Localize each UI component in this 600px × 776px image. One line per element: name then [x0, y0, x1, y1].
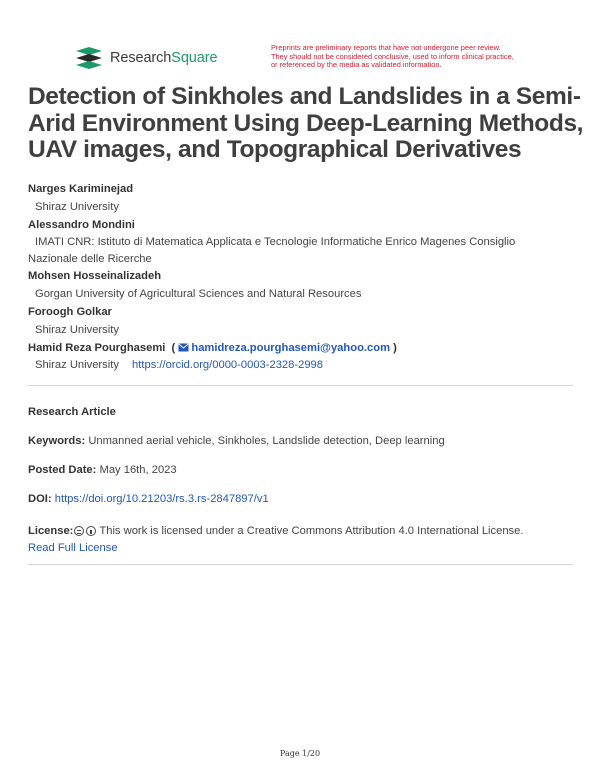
cc-icons — [74, 526, 96, 536]
disclaimer-line: They should not be considered conclusive, used to inform clinical practice, — [271, 51, 514, 61]
disclaimer-line: or referenced by the media as validated information. — [271, 60, 442, 70]
author-affiliation: Gorgan University of Agricultural Sciences and Natural Resources — [35, 288, 362, 301]
keywords — [28, 435, 578, 447]
author-list — [28, 181, 576, 375]
read-full-license-link[interactable]: Read Full License — [28, 542, 118, 554]
logo-research: Research — [110, 50, 172, 66]
license-label: License: — [28, 525, 74, 537]
doi-link[interactable]: https://doi.org/10.21203/rs.3.rs-2847897/v1 — [54, 493, 269, 505]
author-name: Narges Kariminejad — [28, 183, 134, 195]
orcid-link[interactable]: https://orcid.org/0000-0003-2328-2998 — [132, 359, 323, 372]
divider — [28, 385, 573, 386]
disclaimer-line: Preprints are preliminary reports that have not undergone peer review. — [271, 43, 501, 52]
paper-title — [28, 83, 584, 164]
cc-by-icon — [86, 526, 96, 536]
logo-square: Square — [171, 50, 218, 66]
author-affiliation: IMATI CNR: Istituto di Matematica Applicata e Tecnologie Informatiche Enrico Magenes Consiglio — [35, 236, 516, 249]
author-name: Mohsen Hosseinalizadeh — [28, 270, 162, 283]
author-name: Hamid Reza Pourghasemi — [28, 341, 166, 354]
paren-close: ) — [393, 341, 397, 354]
corresponding-author — [28, 340, 576, 358]
author-affiliation: Shiraz University — [35, 200, 119, 213]
license — [28, 523, 578, 557]
author-name: Alessandro Mondini — [28, 218, 135, 231]
email-text: hamidreza.pourghasemi@yahoo.com — [191, 341, 391, 354]
article-type-text: Research Article — [28, 406, 116, 418]
posted-label: Posted Date: — [28, 464, 97, 476]
author-affiliation: Shiraz University — [35, 323, 119, 336]
divider — [28, 564, 573, 565]
title-line: Detection of Sinkholes and Landslides in a Semi- — [28, 83, 581, 110]
author-affiliation: Shiraz University — [35, 359, 119, 372]
cc-nd-icon — [74, 526, 84, 536]
page-number: Page 1/20 — [279, 749, 321, 758]
envelope-icon — [178, 343, 189, 352]
author-affiliation-cont: Nazionale delle Ricerche — [28, 253, 152, 266]
preprint-disclaimer — [271, 44, 561, 70]
research-square-logo-icon — [74, 46, 104, 70]
research-square-logo[interactable] — [74, 46, 217, 70]
logo-text — [110, 50, 217, 66]
keywords-value: Unmanned aerial vehicle, Sinkholes, Landslide detection, Deep learning — [88, 435, 445, 447]
posted-date — [28, 464, 578, 476]
author-affiliation-row — [28, 357, 576, 375]
doi — [28, 493, 578, 505]
license-text: This work is licensed under a Creative Commons Attribution 4.0 International License. — [99, 525, 524, 537]
title-line: Arid Environment Using Deep-Learning Methods, — [28, 109, 584, 137]
title-line: UAV images, and Topographical Derivatives — [28, 136, 522, 163]
doi-label: DOI: — [28, 493, 52, 505]
article-type — [28, 406, 578, 418]
author-email-link[interactable] — [178, 342, 393, 354]
posted-value: May 16th, 2023 — [99, 464, 177, 476]
paren-open: ( — [171, 341, 176, 354]
keywords-label: Keywords: — [28, 435, 86, 447]
author-name: Foroogh Golkar — [28, 305, 112, 318]
